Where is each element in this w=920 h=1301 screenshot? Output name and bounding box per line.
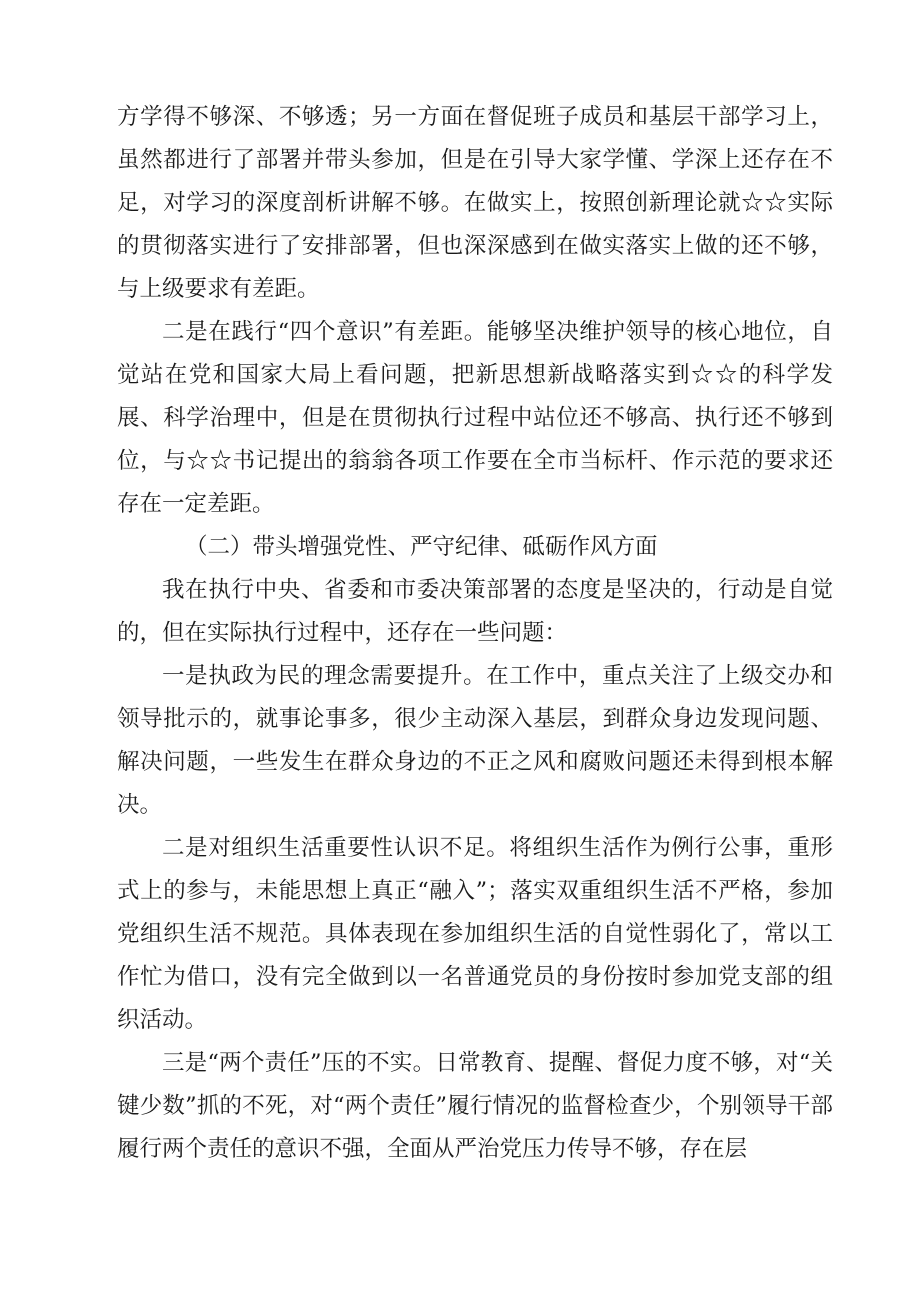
document-body	[117, 96, 833, 1171]
paragraph-four-consciousness: 二是在践行“四个意识”有差距。能够坚决维护领导的核心地位，自觉站在党和国家大局上看问题，把新思想新战略落实到☆☆的科学发展、科学治理中，但是在贯彻执行过程中站位还不够高、执行还不够到位，与☆☆书记提出的翁翁各项工作要在全市当标杆、作示范的要求还存在一定差距。	[117, 319, 833, 517]
paragraph-continuation: 方学得不够深、不够透；另一方面在督促班子成员和基层干部学习上，虽然都进行了部署并带头参加，但是在引导大家学懂、学深上还存在不足，对学习的深度剖析讲解不够。在做实上，按照创新理论就☆☆实际的贯彻落实进行了安排部署，但也深深感到在做实落实上做的还不够，与上级要求有差距。	[117, 104, 833, 302]
paragraph-point-one: 一是执政为民的理念需要提升。在工作中，重点关注了上级交办和领导批示的，就事论事多，很少主动深入基层，到群众身边发现问题、解决问题，一些发生在群众身边的不正之风和腐败问题还未得到根本解决。	[117, 663, 833, 818]
paragraph-point-two: 二是对组织生活重要性认识不足。将组织生活作为例行公事，重形式上的参与，未能思想上真正“融入”；落实双重组织生活不严格，参加党组织生活不规范。具体表现在参加组织生活的自觉性弱化了，常以工作忙为借口，没有完全做到以一名普通党员的身份按时参加党支部的组织活动。	[117, 835, 833, 1033]
section-heading-2: （二）带头增强党性、严守纪律、砥砺作风方面	[185, 534, 658, 560]
paragraph-point-three: 三是“两个责任”压的不实。日常教育、提醒、督促力度不够，对“关键少数”抓的不死，对“两个责任”履行情况的监督检查少，个别领导干部履行两个责任的意识不强，全面从严治党压力传导不够，存在层	[117, 1050, 833, 1162]
paragraph-intro: 我在执行中央、省委和市委决策部署的态度是坚决的，行动是自觉的，但在实际执行过程中，还存在一些问题：	[117, 577, 833, 646]
